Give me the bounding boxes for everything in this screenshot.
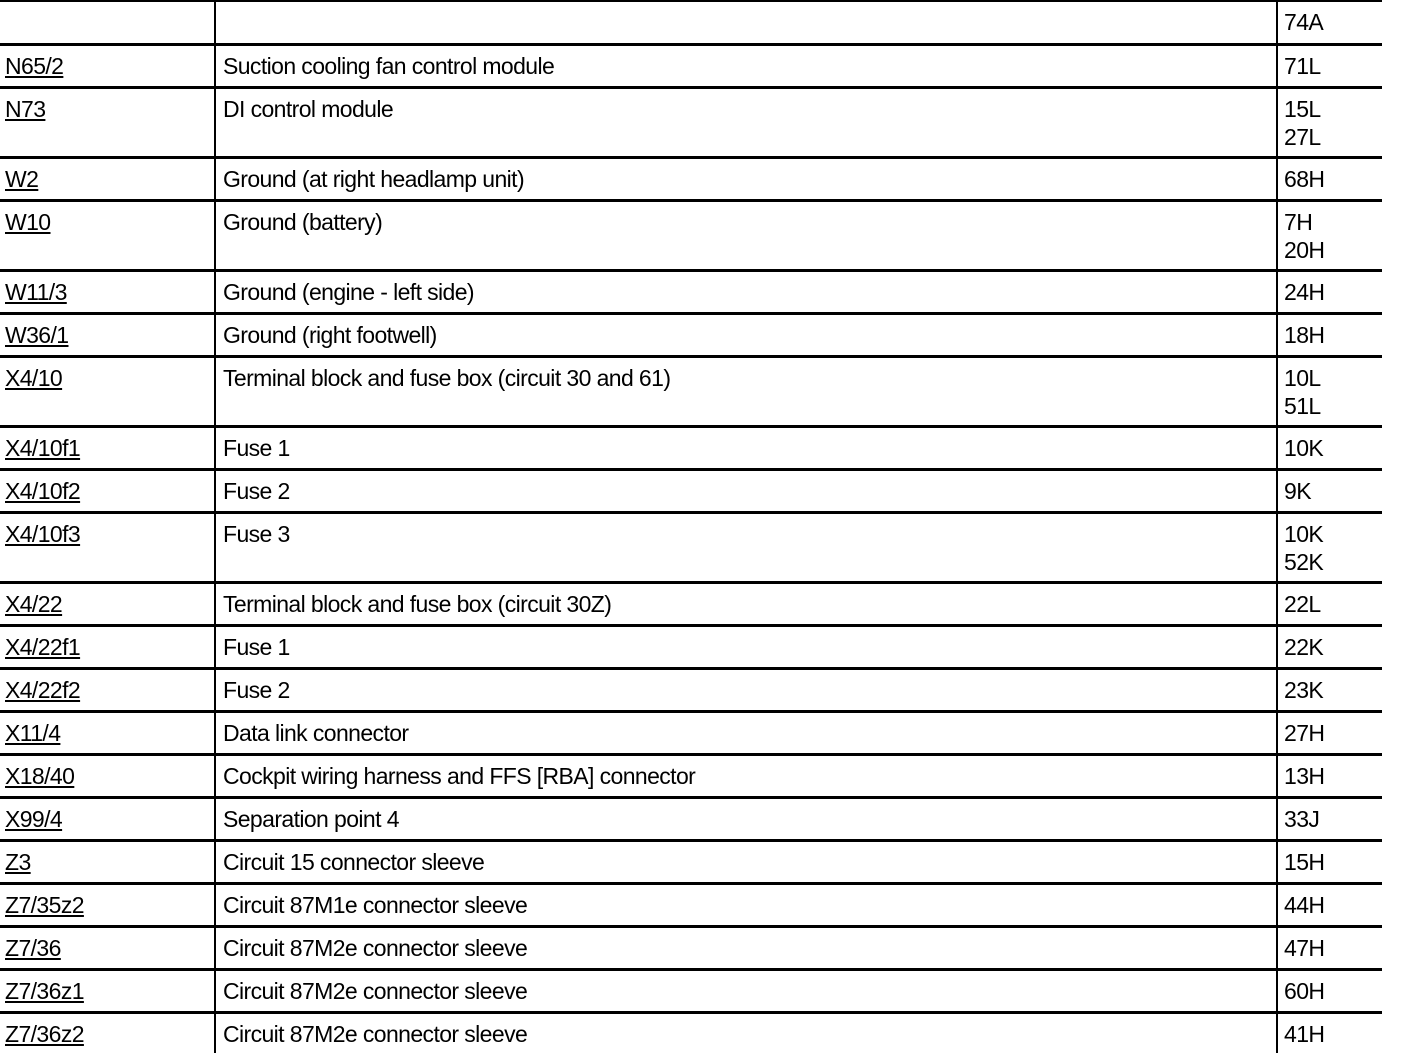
table-row [0, 797, 1382, 840]
component-code-cell [0, 883, 215, 926]
grid-location: 24H [1284, 278, 1325, 305]
table-row [0, 157, 1382, 200]
component-code-link[interactable]: N73 [5, 95, 46, 122]
grid-location-cell [1277, 270, 1382, 313]
grid-location-cell [1277, 44, 1382, 87]
table-row [0, 1, 1382, 44]
table-row [0, 582, 1382, 625]
component-description: Terminal block and fuse box (circuit 30 and 61) [215, 356, 1277, 426]
component-code-link[interactable]: Z3 [5, 848, 31, 875]
component-code-cell [0, 797, 215, 840]
component-description: Circuit 87M2e connector sleeve [215, 969, 1277, 1012]
component-description: Circuit 87M2e connector sleeve [215, 1012, 1277, 1053]
component-code-cell [0, 840, 215, 883]
grid-location-cell [1277, 840, 1382, 883]
component-description: Ground (at right headlamp unit) [215, 157, 1277, 200]
legend-body [0, 1, 1382, 1053]
grid-location-cell [1277, 711, 1382, 754]
table-row [0, 625, 1382, 668]
table-row [0, 469, 1382, 512]
component-description: Fuse 3 [215, 512, 1277, 582]
grid-location: 15H [1284, 848, 1325, 875]
grid-location-cell [1277, 426, 1382, 469]
component-description: Suction cooling fan control module [215, 44, 1277, 87]
component-description: Fuse 2 [215, 469, 1277, 512]
component-code-cell [0, 625, 215, 668]
component-description: Fuse 1 [215, 625, 1277, 668]
component-code-cell [0, 1012, 215, 1053]
component-code-cell [0, 469, 215, 512]
component-description: Circuit 87M1e connector sleeve [215, 883, 1277, 926]
grid-location: 51L [1284, 392, 1321, 419]
component-code-link[interactable]: X4/22f1 [5, 633, 81, 660]
component-code-link[interactable]: Z7/36z2 [5, 1020, 84, 1047]
grid-location-cell [1277, 200, 1382, 270]
table-row [0, 969, 1382, 1012]
grid-location: 10K [1284, 434, 1324, 461]
component-code-cell [0, 44, 215, 87]
component-description: Circuit 87M2e connector sleeve [215, 926, 1277, 969]
grid-location: 18H [1284, 321, 1325, 348]
table-row [0, 426, 1382, 469]
grid-location: 7H [1284, 208, 1313, 235]
grid-location: 44H [1284, 891, 1325, 918]
component-code-cell [0, 87, 215, 157]
component-code-link[interactable]: W2 [5, 165, 39, 192]
component-code-cell [0, 711, 215, 754]
component-description: Data link connector [215, 711, 1277, 754]
grid-location-cell [1277, 356, 1382, 426]
component-code-cell [0, 313, 215, 356]
component-code-link[interactable]: X4/10f1 [5, 434, 81, 461]
table-row [0, 512, 1382, 582]
component-code-cell [0, 157, 215, 200]
component-code-link[interactable]: X4/22f2 [5, 676, 81, 703]
table-row [0, 44, 1382, 87]
table-row [0, 200, 1382, 270]
grid-location: 22K [1284, 633, 1324, 660]
grid-location: 68H [1284, 165, 1325, 192]
component-code-link[interactable]: Z7/35z2 [5, 891, 84, 918]
grid-location: 47H [1284, 934, 1325, 961]
grid-location-cell [1277, 313, 1382, 356]
component-code-cell [0, 754, 215, 797]
component-code-cell [0, 926, 215, 969]
component-code-link[interactable]: X11/4 [5, 719, 61, 746]
grid-location: 27L [1284, 123, 1321, 150]
component-code-cell [0, 270, 215, 313]
grid-location: 60H [1284, 977, 1325, 1004]
component-code-link[interactable]: X4/10f2 [5, 477, 81, 504]
grid-location-cell [1277, 668, 1382, 711]
grid-location: 10L [1284, 364, 1321, 391]
component-code-link[interactable]: X18/40 [5, 762, 75, 789]
component-code-link[interactable]: X4/10 [5, 364, 63, 391]
component-description: Fuse 2 [215, 668, 1277, 711]
table-row [0, 313, 1382, 356]
component-description [215, 1, 1277, 44]
grid-location-cell [1277, 469, 1382, 512]
table-row [0, 711, 1382, 754]
table-row [0, 87, 1382, 157]
grid-location: 15L [1284, 95, 1321, 122]
component-code-link[interactable]: X4/22 [5, 590, 63, 617]
component-code-cell [0, 356, 215, 426]
grid-location: 20H [1284, 236, 1325, 263]
component-code-link[interactable]: X4/10f3 [5, 520, 81, 547]
component-description: Circuit 15 connector sleeve [215, 840, 1277, 883]
grid-location-cell [1277, 625, 1382, 668]
component-description: DI control module [215, 87, 1277, 157]
component-code-cell [0, 426, 215, 469]
component-description: Ground (battery) [215, 200, 1277, 270]
grid-location-cell [1277, 512, 1382, 582]
component-code-cell [0, 512, 215, 582]
table-row [0, 926, 1382, 969]
grid-location: 52K [1284, 548, 1324, 575]
component-description: Ground (right footwell) [215, 313, 1277, 356]
component-code-link[interactable]: Z7/36z1 [5, 977, 84, 1004]
table-row [0, 754, 1382, 797]
component-code-cell [0, 582, 215, 625]
grid-location-cell [1277, 883, 1382, 926]
component-description: Cockpit wiring harness and FFS [RBA] connector [215, 754, 1277, 797]
component-description: Terminal block and fuse box (circuit 30Z) [215, 582, 1277, 625]
component-description: Fuse 1 [215, 426, 1277, 469]
component-code-cell [0, 200, 215, 270]
grid-location-cell [1277, 754, 1382, 797]
grid-location: 13H [1284, 762, 1325, 789]
grid-location: 74A [1284, 9, 1324, 35]
grid-location: 33J [1284, 805, 1320, 832]
table-row [0, 668, 1382, 711]
grid-location-cell [1277, 1, 1382, 44]
table-row [0, 356, 1382, 426]
grid-location-cell [1277, 87, 1382, 157]
component-code-cell [0, 668, 215, 711]
grid-location-cell [1277, 157, 1382, 200]
grid-location-cell [1277, 926, 1382, 969]
grid-location-cell [1277, 582, 1382, 625]
table-row [0, 883, 1382, 926]
table-row [0, 270, 1382, 313]
component-code-link[interactable]: W10 [5, 208, 51, 235]
component-code-link[interactable]: X99/4 [5, 805, 63, 832]
grid-location: 41H [1284, 1020, 1325, 1047]
grid-location: 71L [1284, 52, 1321, 79]
grid-location: 22L [1284, 590, 1321, 617]
table-row [0, 840, 1382, 883]
component-description: Ground (engine - left side) [215, 270, 1277, 313]
grid-location: 10K [1284, 520, 1324, 547]
component-code-cell [0, 969, 215, 1012]
component-description: Separation point 4 [215, 797, 1277, 840]
grid-location: 27H [1284, 719, 1325, 746]
grid-location-cell [1277, 797, 1382, 840]
component-code-link[interactable]: W11/3 [5, 278, 67, 305]
component-code-link[interactable]: Z7/36 [5, 934, 61, 961]
component-code-link[interactable]: W36/1 [5, 321, 69, 348]
grid-location-cell [1277, 969, 1382, 1012]
component-code-cell [0, 1, 215, 44]
component-code-link[interactable]: N65/2 [5, 52, 64, 79]
grid-location: 9K [1284, 477, 1311, 504]
grid-location-cell [1277, 1012, 1382, 1053]
grid-location: 23K [1284, 676, 1324, 703]
table-row [0, 1012, 1382, 1053]
